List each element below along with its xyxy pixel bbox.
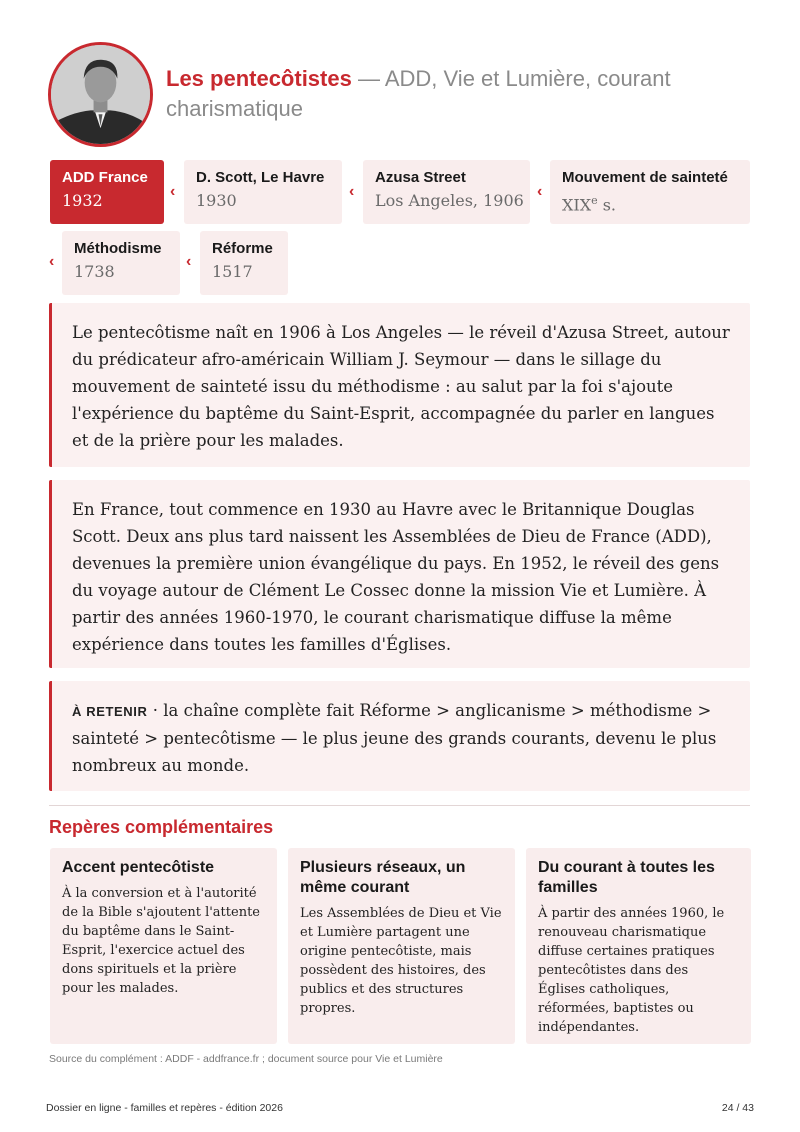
france-block [49, 480, 750, 668]
timeline-chip-date: Los Angeles, 1906 [375, 191, 524, 210]
card-title: Plusieurs réseaux, un même courant [300, 859, 466, 896]
retenir-text: · la chaîne complète fait Réforme > anglicanisme > méthodisme > sainteté > pentecôtisme — le plus jeune des grands courants, devenu le plus nombreux au monde. [72, 701, 717, 775]
timeline-arrow-icon: ‹ [49, 253, 55, 270]
card-text: Les Assemblées de Dieu et Vie et Lumière partagent une origine pentecôtiste, mais possèdent des histoires, des publics et des structures propres. [300, 906, 502, 1016]
timeline-chip-name: Réforme [212, 240, 273, 257]
card-title: Du courant à toutes les familles [538, 859, 715, 896]
card-text: À la conversion et à l'autorité de la Bible s'ajoutent l'attente du baptême dans le Saint-Esprit, l'exercice actuel des dons spirituels et la prière pour les malades. [62, 886, 260, 996]
retenir-paragraph [72, 697, 730, 779]
retenir-block [49, 681, 750, 791]
complements-title: Repères complémentaires [49, 817, 274, 837]
timeline-chip-reforme [200, 231, 288, 295]
source-note: Source du complément : ADDF - addfrance.fr ; document source pour Vie et Lumière [49, 1053, 443, 1065]
timeline-chip-date: 1930 [196, 191, 237, 210]
timeline-chip-methodisme [62, 231, 180, 295]
timeline-chip-name: ADD France [62, 169, 148, 186]
timeline-arrow-icon: ‹ [186, 253, 192, 270]
timeline-chip-saintete [550, 160, 750, 224]
footer-page-number: 24 / 43 [721, 1102, 754, 1114]
timeline-chip-date: 1932 [62, 191, 103, 210]
page-title [166, 64, 726, 124]
page-header [48, 42, 752, 152]
timeline-chip-name: Mouvement de sainteté [562, 169, 728, 186]
page-title-accent: Les pentecôtistes [166, 66, 352, 91]
intro-text: Le pentecôtisme naît en 1906 à Los Angeles — le réveil d'Azusa Street, autour du prédicateur afro-américain William J. Seymour — dans le sillage du mouvement de sainteté issu du méthodisme : au salut par la foi s'ajoute l'expérience du baptême du Saint-Esprit, accompagnée du parler en langues et de la prière pour les malades. [72, 323, 730, 450]
century-suffix: e [591, 194, 598, 207]
timeline-chip-name: Azusa Street [375, 169, 466, 186]
card-title: Accent pentecôtiste [62, 859, 215, 876]
page-title-subtitle: — ADD, Vie et Lumière, courant charismatique [166, 66, 671, 121]
century-tail: s. [597, 195, 617, 215]
portrait-photo [48, 42, 153, 147]
timeline-chip-name: Méthodisme [74, 240, 162, 257]
timeline-arrow-icon: ‹ [537, 183, 543, 200]
footer-document-title: Dossier en ligne - familles et repères - édition 2026 [46, 1102, 283, 1114]
timeline-chip-add-france [50, 160, 164, 224]
timeline-chip-name: D. Scott, Le Havre [196, 169, 325, 186]
complement-card [50, 848, 277, 1044]
complement-card [288, 848, 515, 1044]
portrait-image [51, 45, 150, 144]
timeline-arrow-icon: ‹ [349, 183, 355, 200]
timeline-chip-date: 1517 [212, 262, 253, 281]
timeline-chip-date [562, 188, 738, 218]
timeline-chip-scott [184, 160, 342, 224]
timeline-arrow-icon: ‹ [170, 183, 176, 200]
intro-block [49, 303, 750, 467]
timeline-chip-azusa [363, 160, 530, 224]
retenir-label: À RETENIR [72, 704, 148, 719]
century-roman: XIX [562, 195, 592, 215]
section-divider [49, 805, 750, 806]
complement-card [526, 848, 751, 1044]
card-text: À partir des années 1960, le renouveau charismatique diffuse certaines pratiques pentecôtistes dans des Églises catholiques, réformées, baptistes ou indépendantes. [538, 906, 725, 1035]
france-text: En France, tout commence en 1930 au Havre avec le Britannique Douglas Scott. Deux ans plus tard naissent les Assemblées de Dieu de France (ADD), devenues la première union évangélique du pays. En 1952, le réveil des gens du voyage autour de Clément Le Cossec donne la mission Vie et Lumière. À partir des années 1960-1970, le courant charismatique diffuse la même expérience dans toutes les familles d'Églises. [72, 500, 720, 654]
timeline-chip-date: 1738 [74, 262, 115, 281]
